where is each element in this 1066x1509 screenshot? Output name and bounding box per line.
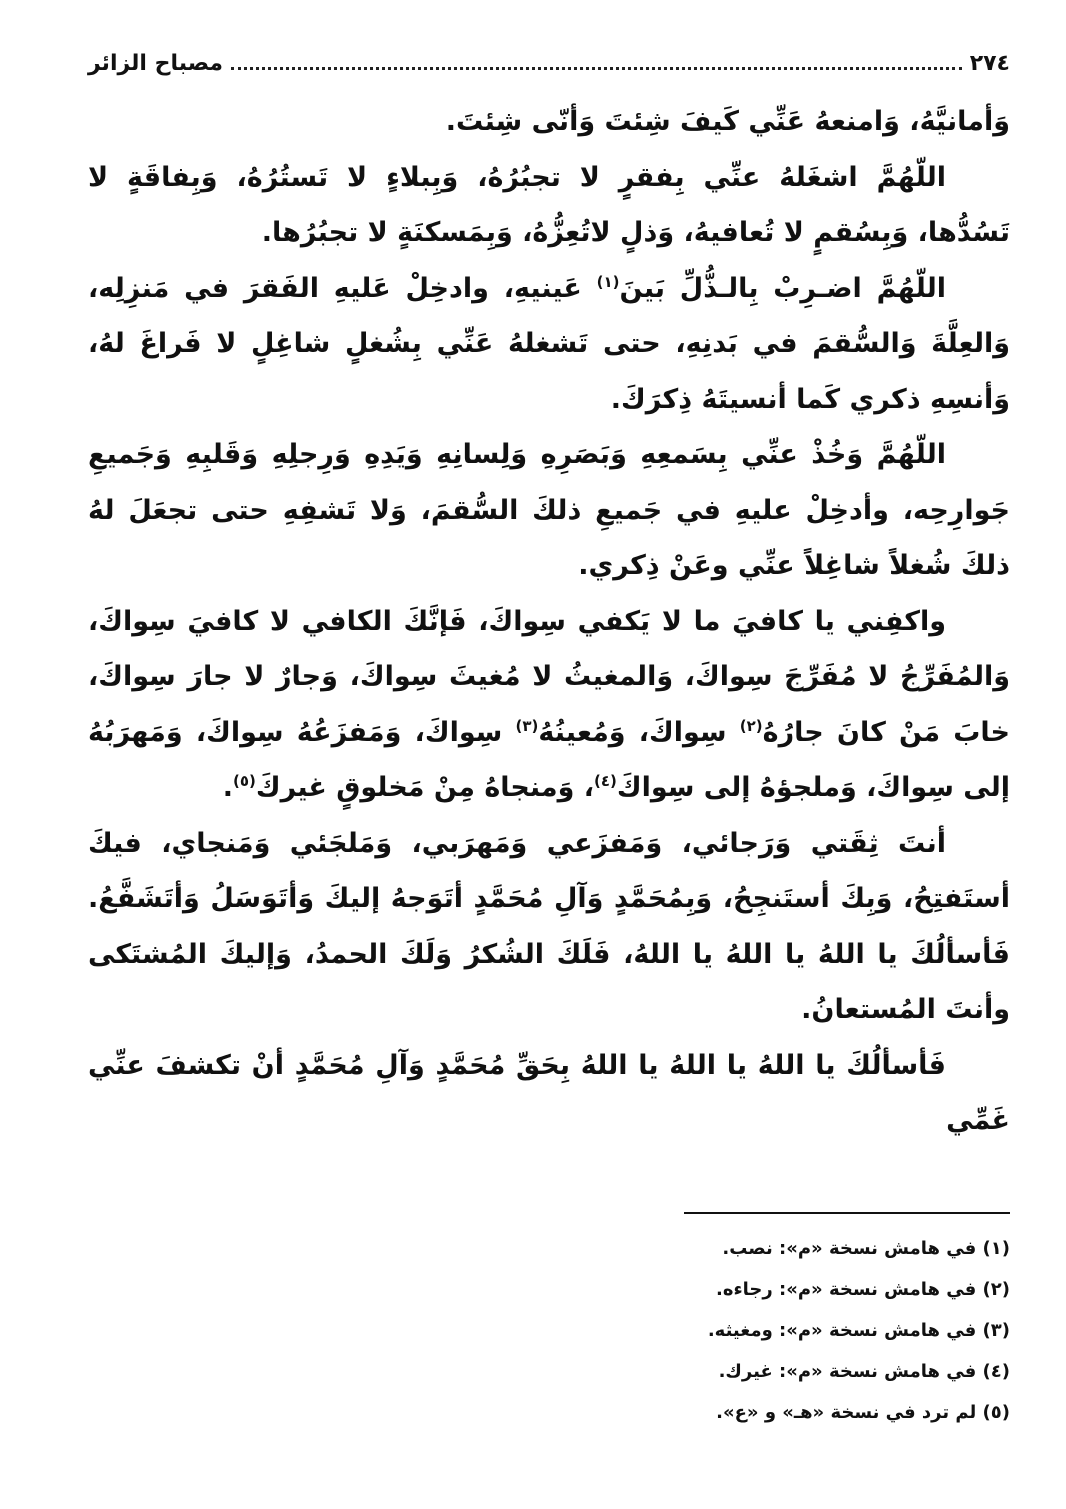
main-text [88,94,1010,1149]
footnote-reference: (٤) [594,772,617,790]
page-header [88,36,1010,82]
running-title: مصباح الزائر [88,51,224,76]
dotted-leader [231,67,962,70]
book-page [88,36,1010,1476]
footnote-reference: (٢) [739,716,763,735]
paragraph [88,1038,1010,1149]
footnotes [88,1228,1010,1433]
paragraph [88,427,1010,594]
text-run: سِواكَ، وَمُعينُهُ [538,716,740,748]
text-run: . [222,772,233,803]
footnote-4: (٤) في هامش نسخة «م»: غيرك. [718,1361,1010,1382]
paragraph [88,150,1010,261]
footnote-1: (١) في هامش نسخة «م»: نصب. [722,1238,1010,1259]
text-run: عَينيهِ، وادخِلْ عَليهِ الفَقرَ في مَنزِلِه، وَالعِلَّةَ وَالسُّقمَ في بَدنِهِ، حتى تَشغلهُ عَنِّي بِشُغلٍ شاغِلٍ لا فَراغَ لهُ، وَأنسِهِ ذكري كَما أنسيتَهُ ذِكرَكَ. [88,272,1010,415]
paragraph [88,261,1010,428]
text-run: واكفِني يا كافيَ ما لا يَكفي سِواكَ، فَإنَّكَ الكافي لا كافيَ سِواكَ، وَالمُفَرِّجُ لا مُفَرِّجَ سِواكَ، وَالمغيثُ لا مُغيثَ سِواكَ، وَجارٌ لا جارَ سِواكَ، خابَ مَنْ كانَ جارُهُ [88,605,1010,748]
paragraph [88,94,1010,150]
text-run: أنتَ ثِقَتي وَرَجائي، وَمَفزَعي وَمَهرَبي، وَمَلجَئي وَمَنجاي، فيكَ أستَفتِحُ، وَبِكَ أستَنجِحُ، وَبِمُحَمَّدٍ وَآلِ مُحَمَّدٍ أتَوَجهُ إليكَ وَأتَوَسَلُ وَأتَشَفَّعُ. فَأسألُكَ يا اللهُ يا اللهُ يا اللهُ، فَلَكَ الشُكرُ وَلَكَ الحمدُ، وَإليكَ المُشتَكى وأنتَ المُستعانُ. [88,827,1010,1025]
footnote-3: (٣) في هامش نسخة «م»: ومغيثه. [707,1320,1010,1341]
footnote-divider [684,1212,1010,1214]
text-run: اللّهُمَّ اشغَلهُ عنِّي بِفقرٍ لا تجبُرُهُ، وَبِبلاءٍ لا تَستُرُهُ، وَبِفاقَةٍ لا تَسُدُّها، وَبِسُقمٍ لا تُعافيهُ، وَذلٍ لاتُعِزُّهُ، وَبِمَسكنَةٍ لا تجبُرُها. [88,161,1010,248]
footnote-reference: (٣) [515,716,539,735]
text-run: ، وَمنجاهُ مِنْ مَخلوقٍ غيركَ [255,772,595,803]
text-run: وَأمانيَّهُ، وَامنعهُ عَنِّي كَيفَ شِئتَ وَأنّى شِئتَ. [445,106,1010,137]
text-run: سِواكَ، وَمَفزَعُهُ سِواكَ، وَمَهرَبُهُ إلى سِواكَ، وَملجؤهُ إلى سِواكَ [88,716,1010,803]
footnote-reference: (٥) [232,772,256,790]
text-run: اللّهُمَّ وَخُذْ عنِّي بِسَمعِهِ وَبَصَرِهِ وَلِسانِهِ وَيَدِهِ وَرِجلِهِ وَقَلبِهِ وَجَميعِ جَوارِحِه، وأدخِلْ عليهِ في جَميعِ ذلكَ السُّقمَ، وَلا تَشفِهِ حتى تجعَلَ لهُ ذلكَ شُغلاً شاغِلاً عنِّي وعَنْ ذِكري. [88,439,1010,581]
page-number: ٢٧٤ [969,51,1010,76]
footnote-2: (٢) في هامش نسخة «م»: رجاءه. [716,1279,1010,1300]
text-run: فَأسألُكَ يا اللهُ يا اللهُ يا اللهُ بِحَقِّ مُحَمَّدٍ وَآلِ مُحَمَّدٍ أنْ تكشفَ عنِّي غَمِّي [88,1049,1010,1136]
footnote-5: (٥) لم ترد في نسخة «هـ» و «ع». [716,1402,1010,1423]
paragraph [88,816,1010,1038]
text-run: اللّهُمَّ اضـرِبْ بِالـذُّلِّ بَينَ [619,272,946,304]
footnote-reference: (١) [596,272,620,291]
paragraph [88,594,1010,816]
